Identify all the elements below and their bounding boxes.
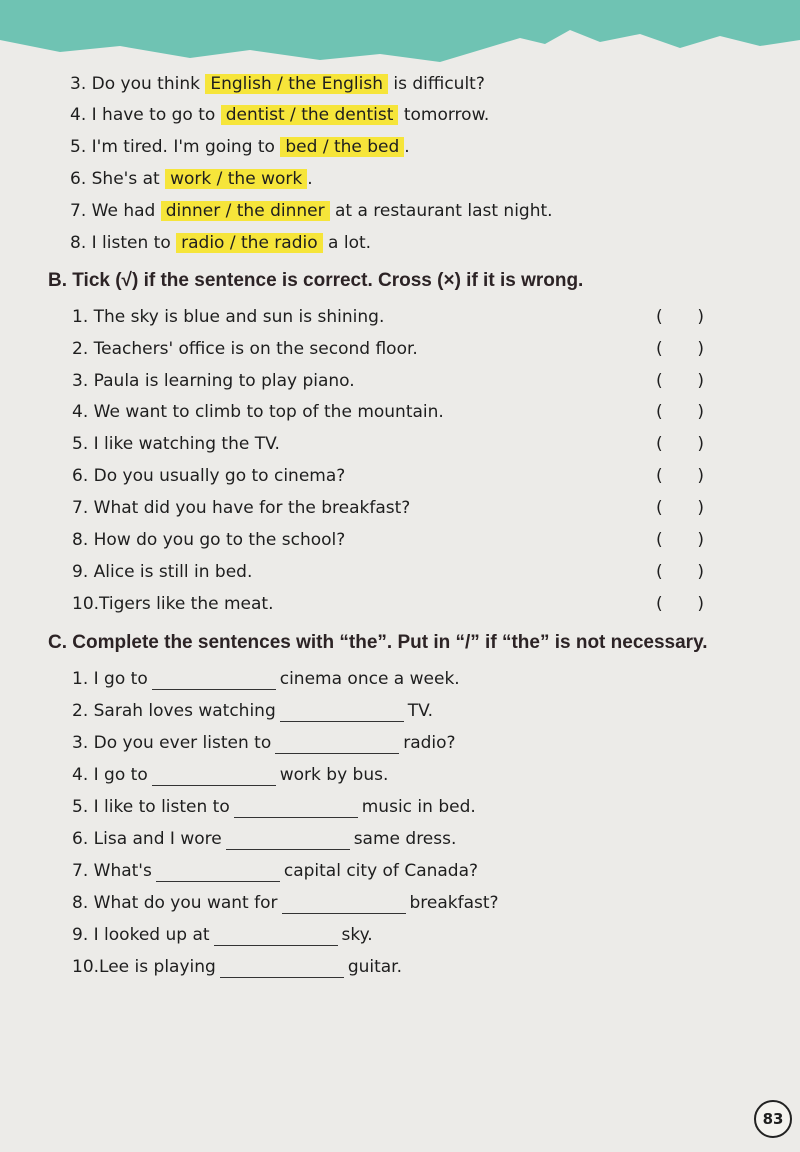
a-item-7 [70,199,553,223]
bracket-open: ( [656,466,663,486]
highlighted-choice[interactable]: dentist / the dentist [221,105,399,125]
a-item-3 [70,72,485,96]
a-item-4 [70,103,489,127]
b-item-8 [72,528,345,552]
highlighted-choice[interactable]: radio / the radio [176,233,322,253]
answer-brackets[interactable] [656,464,704,488]
item-text: radio? [403,733,456,753]
item-number: 6. [72,829,89,849]
highlighted-choice[interactable]: work / the work [165,169,307,189]
c-item-1 [72,667,460,691]
highlighted-choice[interactable]: dinner / the dinner [161,201,330,221]
b-item-5 [72,432,280,456]
answer-brackets[interactable] [656,592,704,616]
item-number: 8. [72,530,89,550]
answer-brackets[interactable] [656,305,704,329]
item-number: 8. [70,233,87,253]
item-text: same dress. [353,829,457,849]
section-c-heading: C. Complete the sentences with “the”. Put in “/” if “the” is not necessary. [48,632,708,653]
item-number: 10. [72,594,100,614]
bracket-close: ) [697,371,704,391]
item-text: She's at [91,169,160,189]
item-text: We had [91,201,156,221]
item-number: 7. [70,201,87,221]
item-text: Do you think [91,74,200,94]
answer-blank[interactable] [234,801,358,818]
answer-blank[interactable] [152,673,276,690]
bracket-close: ) [697,530,704,550]
c-item-5 [72,795,476,819]
item-number: 4. [72,765,89,785]
bracket-close: ) [697,402,704,422]
section-b-heading: B. Tick (√) if the sentence is correct. Cross (×) if it is wrong. [48,270,584,291]
item-text: is difficult? [393,74,485,94]
item-number: 4. [70,105,87,125]
bracket-open: ( [656,402,663,422]
item-text: I like to listen to [93,797,230,817]
bracket-open: ( [656,498,663,518]
item-text: Lisa and I wore [93,829,222,849]
answer-brackets[interactable] [656,432,704,456]
item-text: I like watching the TV. [93,434,280,454]
item-number: 5. [72,797,89,817]
bracket-close: ) [697,466,704,486]
c-item-8 [72,891,499,915]
item-text: I'm tired. I'm going to [91,137,275,157]
answer-blank[interactable] [156,865,280,882]
highlighted-choice[interactable]: English / the English [205,74,388,94]
item-text: breakfast? [409,893,499,913]
page-number: 83 [754,1100,792,1138]
item-number: 5. [72,434,89,454]
top-banner [0,0,800,70]
item-text: We want to climb to top of the mountain. [93,402,444,422]
item-text: What did you have for the breakfast? [93,498,411,518]
bracket-close: ) [697,339,704,359]
item-number: 5. [70,137,87,157]
item-number: 7. [72,861,89,881]
item-text: Sarah loves watching [93,701,276,721]
item-text: Tigers like the meat. [99,594,274,614]
b-item-6 [72,464,345,488]
item-number: 10. [72,957,100,977]
answer-blank[interactable] [220,961,344,978]
item-number: 8. [72,893,89,913]
item-text: Teachers' office is on the second floor. [93,339,418,359]
bracket-close: ) [697,307,704,327]
b-item-10 [72,592,274,616]
answer-brackets[interactable] [656,400,704,424]
answer-brackets[interactable] [656,560,704,584]
bracket-close: ) [697,594,704,614]
b-item-1 [72,305,384,329]
item-number: 2. [72,701,89,721]
item-text: Do you ever listen to [93,733,272,753]
answer-brackets[interactable] [656,496,704,520]
item-text: What's [93,861,152,881]
c-item-9 [72,923,373,947]
item-number: 1. [72,307,89,327]
bracket-open: ( [656,307,663,327]
item-number: 9. [72,925,89,945]
answer-brackets[interactable] [656,528,704,552]
item-number: 6. [70,169,87,189]
a-item-6 [70,167,313,191]
bracket-close: ) [697,562,704,582]
item-number: 3. [72,371,89,391]
a-item-8 [70,231,371,255]
answer-blank[interactable] [275,737,399,754]
bracket-close: ) [697,498,704,518]
item-text: Lee is playing [99,957,216,977]
answer-blank[interactable] [152,769,276,786]
item-number: 7. [72,498,89,518]
answer-blank[interactable] [214,929,338,946]
bracket-open: ( [656,339,663,359]
a-item-5 [70,135,410,159]
item-number: 4. [72,402,89,422]
item-text: cinema once a week. [279,669,460,689]
bracket-open: ( [656,530,663,550]
item-text: What do you want for [93,893,278,913]
item-text: I listen to [91,233,171,253]
highlighted-choice[interactable]: bed / the bed [280,137,404,157]
item-text: work by bus. [279,765,389,785]
b-item-9 [72,560,252,584]
item-text: music in bed. [361,797,476,817]
c-item-3 [72,731,456,755]
bracket-close: ) [697,434,704,454]
item-number: 6. [72,466,89,486]
item-text: a lot. [328,233,372,253]
item-number: 1. [72,669,89,689]
b-item-7 [72,496,410,520]
item-text: I go to [93,765,148,785]
item-text: The sky is blue and sun is shining. [93,307,385,327]
b-item-4 [72,400,444,424]
item-text: at a restaurant last night. [335,201,553,221]
item-text: . [307,169,313,189]
answer-brackets[interactable] [656,337,704,361]
item-number: 3. [70,74,87,94]
c-item-10 [72,955,402,979]
item-text: . [404,137,410,157]
answer-blank[interactable] [280,705,404,722]
item-text: capital city of Canada? [283,861,479,881]
item-text: Paula is learning to play piano. [93,371,355,391]
item-text: TV. [407,701,433,721]
item-number: 3. [72,733,89,753]
item-text: sky. [341,925,373,945]
item-text: I looked up at [93,925,210,945]
bracket-open: ( [656,434,663,454]
item-number: 9. [72,562,89,582]
answer-blank[interactable] [282,897,406,914]
answer-brackets[interactable] [656,369,704,393]
item-text: I go to [93,669,148,689]
b-item-3 [72,369,355,393]
c-item-7 [72,859,478,883]
c-item-6 [72,827,456,851]
b-item-2 [72,337,418,361]
c-item-4 [72,763,388,787]
item-text: guitar. [347,957,403,977]
item-number: 2. [72,339,89,359]
c-item-2 [72,699,433,723]
bracket-open: ( [656,371,663,391]
item-text: tomorrow. [403,105,490,125]
item-text: I have to go to [91,105,216,125]
item-text: Alice is still in bed. [93,562,253,582]
bracket-open: ( [656,562,663,582]
answer-blank[interactable] [226,833,350,850]
item-text: How do you go to the school? [93,530,346,550]
bracket-open: ( [656,594,663,614]
item-text: Do you usually go to cinema? [93,466,346,486]
